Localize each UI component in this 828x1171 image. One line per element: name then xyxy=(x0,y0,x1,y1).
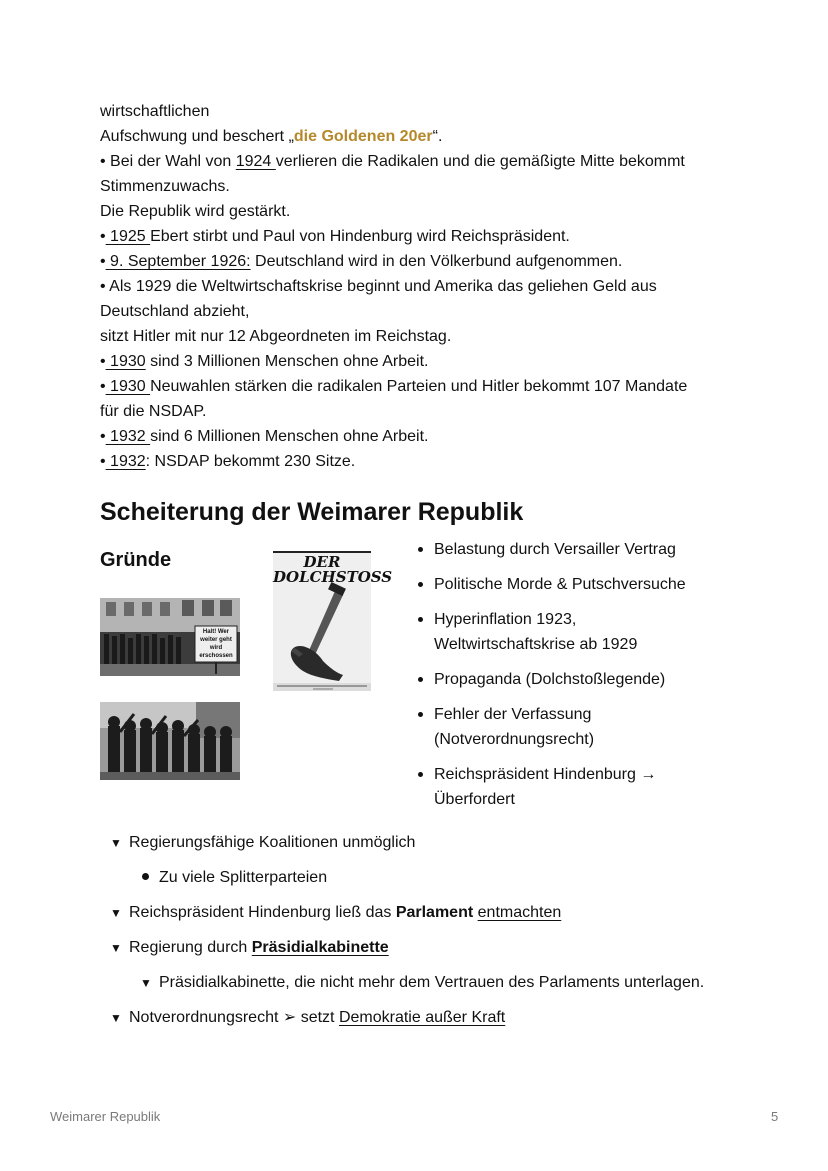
list-item: Fehler der Verfassung (Notverordnungsrecht) xyxy=(416,702,634,752)
date-1926: 9. September 1926: xyxy=(105,253,251,270)
text: wirtschaftlichen xyxy=(100,103,210,120)
section-heading: Scheiterung der Weimarer Republik xyxy=(100,498,524,526)
intro-line xyxy=(100,249,760,274)
expand-triangle-icon[interactable]: ▼ xyxy=(140,976,152,990)
intro-line xyxy=(100,349,760,374)
expand-triangle-icon[interactable]: ▼ xyxy=(110,836,122,850)
subheading-gruende: Gründe xyxy=(100,549,172,571)
text: Stimmenzuwachs. xyxy=(100,178,230,195)
text: Präsidialkabinette, die nicht mehr dem Vertrauen des Parlaments unterlagen. xyxy=(159,974,705,991)
year-1925: 1925 xyxy=(105,228,151,245)
poster-title: DER DOLCHSTOSS xyxy=(273,553,393,586)
intro-line xyxy=(100,274,760,299)
bullet-icon xyxy=(142,873,149,880)
intro-line xyxy=(100,399,760,424)
sign-text: Halt! Wer weiter geht wird erschossen xyxy=(199,629,233,659)
tree-item[interactable] xyxy=(110,830,415,856)
list-item: Belastung durch Versailler Vertrag xyxy=(416,537,746,562)
text: Deutschland abzieht, xyxy=(100,303,250,320)
intro-line xyxy=(100,424,760,449)
bullet: • xyxy=(100,228,106,245)
intro-line xyxy=(100,174,760,199)
photo-street-barricade xyxy=(100,598,240,676)
bullet: • xyxy=(100,428,106,445)
text: Zu viele Splitterparteien xyxy=(159,869,328,886)
bullet: • xyxy=(100,453,106,470)
underlined-demokratie: Demokratie außer Kraft xyxy=(338,1009,506,1026)
text: Regierungsfähige Koalitionen unmöglich xyxy=(129,834,416,851)
underlined-praesidialkabinette: Präsidialkabinette xyxy=(251,939,389,956)
text: sind 3 Millionen Menschen ohne Arbeit. xyxy=(145,353,429,370)
text: sind 6 Millionen Menschen ohne Arbeit. xyxy=(150,428,429,445)
year-1932: 1932 xyxy=(105,453,146,470)
tree-subitem[interactable] xyxy=(140,970,704,996)
text: Ebert stirbt und Paul von Hindenburg wird Reichspräsident. xyxy=(150,228,570,245)
expand-triangle-icon[interactable]: ▼ xyxy=(110,906,122,920)
golden-20s-highlight: die Goldenen 20er xyxy=(293,128,433,145)
bold-parlament: Parlament xyxy=(395,904,474,921)
text: Notverordnungsrecht ➢ setzt xyxy=(129,1009,339,1026)
underlined-entmachten: entmachten xyxy=(477,904,562,921)
bullet: • xyxy=(100,253,106,270)
year-1924: 1924 xyxy=(235,153,276,170)
text: verlieren die Radikalen und die gemäßigte Mitte bekommt xyxy=(275,153,685,170)
list-item: Politische Morde & Putschversuche xyxy=(416,572,746,597)
text: : NSDAP bekommt 230 Sitze. xyxy=(145,453,356,470)
intro-text xyxy=(100,99,760,474)
text: Aufschwung und beschert „ xyxy=(100,128,294,145)
reasons-list xyxy=(416,537,746,822)
expand-triangle-icon[interactable]: ▼ xyxy=(110,941,122,955)
tree-item[interactable] xyxy=(110,900,561,926)
tree-item[interactable] xyxy=(110,935,389,961)
intro-line xyxy=(100,149,760,174)
page-number: 5 xyxy=(771,1109,779,1124)
text: Regierung durch xyxy=(129,939,252,956)
text: • Als 1929 die Weltwirtschaftskrise beginnt und Amerika das geliehen Geld aus xyxy=(100,278,657,295)
text: • Bei der Wahl von xyxy=(100,153,236,170)
text: für die NSDAP. xyxy=(100,403,207,420)
expand-triangle-icon[interactable]: ▼ xyxy=(110,1011,122,1025)
poster-dolchstoss xyxy=(273,551,393,691)
footer-title: Weimarer Republik xyxy=(50,1109,161,1124)
intro-line xyxy=(100,199,760,224)
text: Deutschland wird in den Völkerbund aufgenommen. xyxy=(250,253,623,270)
intro-line xyxy=(100,224,760,249)
intro-line xyxy=(100,374,760,399)
text: Reichspräsident Hindenburg ließ das xyxy=(129,904,396,921)
intro-line xyxy=(100,324,760,349)
list-item: Propaganda (Dolchstoßlegende) xyxy=(416,667,746,692)
year-1930: 1930 xyxy=(105,378,151,395)
text: “. xyxy=(432,128,443,145)
tree-subitem xyxy=(142,865,327,890)
intro-line xyxy=(100,99,760,124)
bullet: • xyxy=(100,353,106,370)
bullet: • xyxy=(100,378,106,395)
intro-line xyxy=(100,124,760,149)
text: Neuwahlen stärken die radikalen Parteien und Hitler bekommt 107 Mandate xyxy=(150,378,688,395)
list-item: Reichspräsident Hindenburg → Überfordert xyxy=(416,762,694,812)
year-1930: 1930 xyxy=(105,353,146,370)
intro-line xyxy=(100,449,760,474)
text: Die Republik wird gestärkt. xyxy=(100,203,291,220)
text: sitzt Hitler mit nur 12 Abgeordneten im Reichstag. xyxy=(100,328,452,345)
year-1932: 1932 xyxy=(105,428,151,445)
intro-line xyxy=(100,299,760,324)
tree-item[interactable] xyxy=(110,1005,505,1031)
list-item: Hyperinflation 1923, Weltwirtschaftskrise ab 1929 xyxy=(416,607,644,657)
photo-salute-group xyxy=(100,702,240,780)
